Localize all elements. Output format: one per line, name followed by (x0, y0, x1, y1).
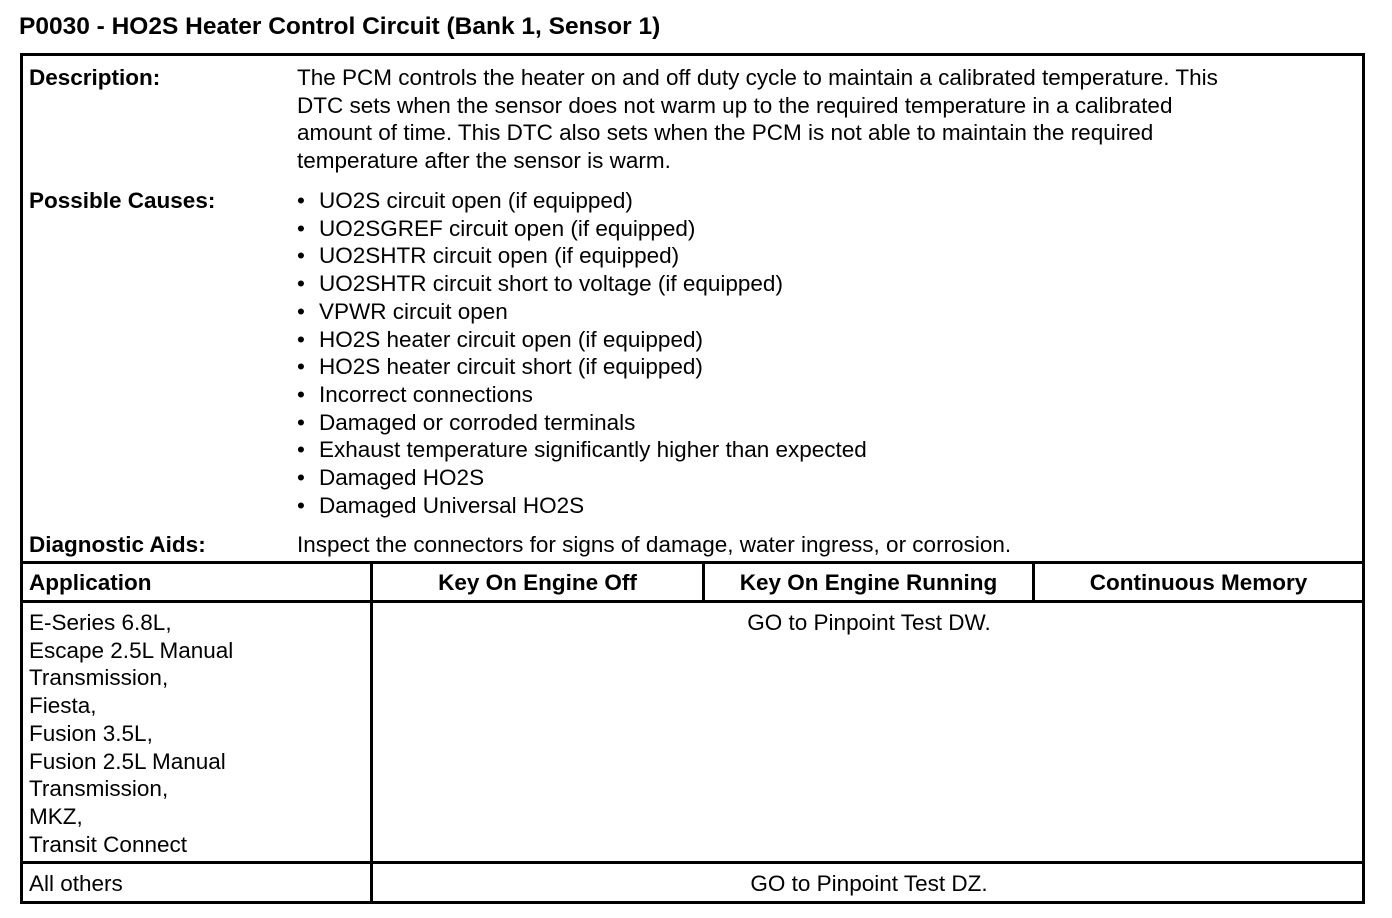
description-line: The PCM controls the heater on and off duty cycle to maintain a calibrated temperature. This (297, 65, 1218, 90)
cause-text: UO2SGREF circuit open (if equipped) (319, 215, 696, 241)
page-title: P0030 - HO2S Heater Control Circuit (Bank 1, Sensor 1) (19, 13, 661, 40)
bullet-icon: • (297, 271, 305, 297)
description-text (297, 64, 1357, 175)
cause-item (297, 492, 867, 520)
cause-item (297, 409, 867, 437)
application-list (29, 609, 233, 858)
bullet-icon: • (297, 381, 305, 407)
application-item: Fiesta, (29, 693, 97, 719)
description-line: DTC sets when the sensor does not warm up to the required temperature in a calibrated (297, 92, 1173, 118)
bullet-icon: • (297, 188, 305, 213)
application-item: E-Series 6.8L, (29, 610, 172, 635)
bullet-icon: • (297, 215, 305, 241)
header-key-on-engine-off: Key On Engine Off (438, 570, 637, 595)
cause-text: Exhaust temperature significantly higher than expected (319, 437, 867, 463)
bullet-icon: • (297, 465, 305, 491)
pinpoint-test-dw-result: GO to Pinpoint Test DW. (747, 610, 991, 635)
header-application: Application (29, 570, 152, 595)
cause-text: Damaged or corroded terminals (319, 409, 636, 435)
application-item: MKZ, (29, 803, 83, 829)
cause-text: Damaged Universal HO2S (319, 492, 585, 518)
possible-causes-label: Possible Causes: (29, 188, 216, 213)
application-item: Transmission, (29, 776, 169, 802)
description-label: Description: (29, 65, 161, 90)
bullet-icon: • (297, 409, 305, 435)
description-line: amount of time. This DTC also sets when the PCM is not able to maintain the required (297, 120, 1154, 146)
cause-item (297, 353, 867, 381)
table-top-divider (20, 561, 1365, 564)
application-all-others: All others (29, 871, 123, 896)
bullet-icon: • (297, 326, 305, 352)
application-item: Fusion 2.5L Manual (29, 748, 226, 774)
diagnostic-aids-label: Diagnostic Aids: (29, 532, 206, 557)
application-item: Fusion 3.5L, (29, 720, 153, 746)
description-line: temperature after the sensor is warm. (297, 148, 671, 174)
cause-text: Damaged HO2S (319, 465, 485, 491)
header-continuous-memory: Continuous Memory (1089, 570, 1308, 595)
bullet-icon: • (297, 298, 305, 324)
application-item: Transmission, (29, 665, 169, 691)
cause-item (297, 298, 867, 326)
cause-text: HO2S heater circuit open (if equipped) (319, 326, 703, 352)
cause-text: VPWR circuit open (319, 298, 508, 324)
cause-item (297, 464, 867, 492)
header-key-on-engine-running: Key On Engine Running (739, 570, 998, 595)
cause-item (297, 381, 867, 409)
cause-item (297, 326, 867, 354)
cause-item (297, 436, 867, 464)
cause-text: UO2S circuit open (if equipped) (319, 188, 633, 213)
row-divider (20, 861, 1365, 864)
application-item: Transit Connect (29, 831, 187, 857)
cause-item (297, 215, 867, 243)
cause-text: UO2SHTR circuit short to voltage (if equipped) (319, 271, 783, 297)
cause-text: UO2SHTR circuit open (if equipped) (319, 243, 680, 269)
cause-item (297, 270, 867, 298)
bullet-icon: • (297, 492, 305, 518)
bullet-icon: • (297, 243, 305, 269)
pinpoint-test-dz-result: GO to Pinpoint Test DZ. (750, 871, 988, 896)
bullet-icon: • (297, 437, 305, 463)
diagnostic-aids-text: Inspect the connectors for signs of damage, water ingress, or corrosion. (297, 532, 1012, 557)
application-item: Escape 2.5L Manual (29, 637, 234, 663)
cause-text: HO2S heater circuit short (if equipped) (319, 354, 703, 380)
bullet-icon: • (297, 354, 305, 380)
header-bottom-divider (20, 600, 1365, 603)
cause-item (297, 187, 867, 215)
cause-text: Incorrect connections (319, 381, 533, 407)
cause-item (297, 242, 867, 270)
possible-causes-list (297, 187, 867, 519)
